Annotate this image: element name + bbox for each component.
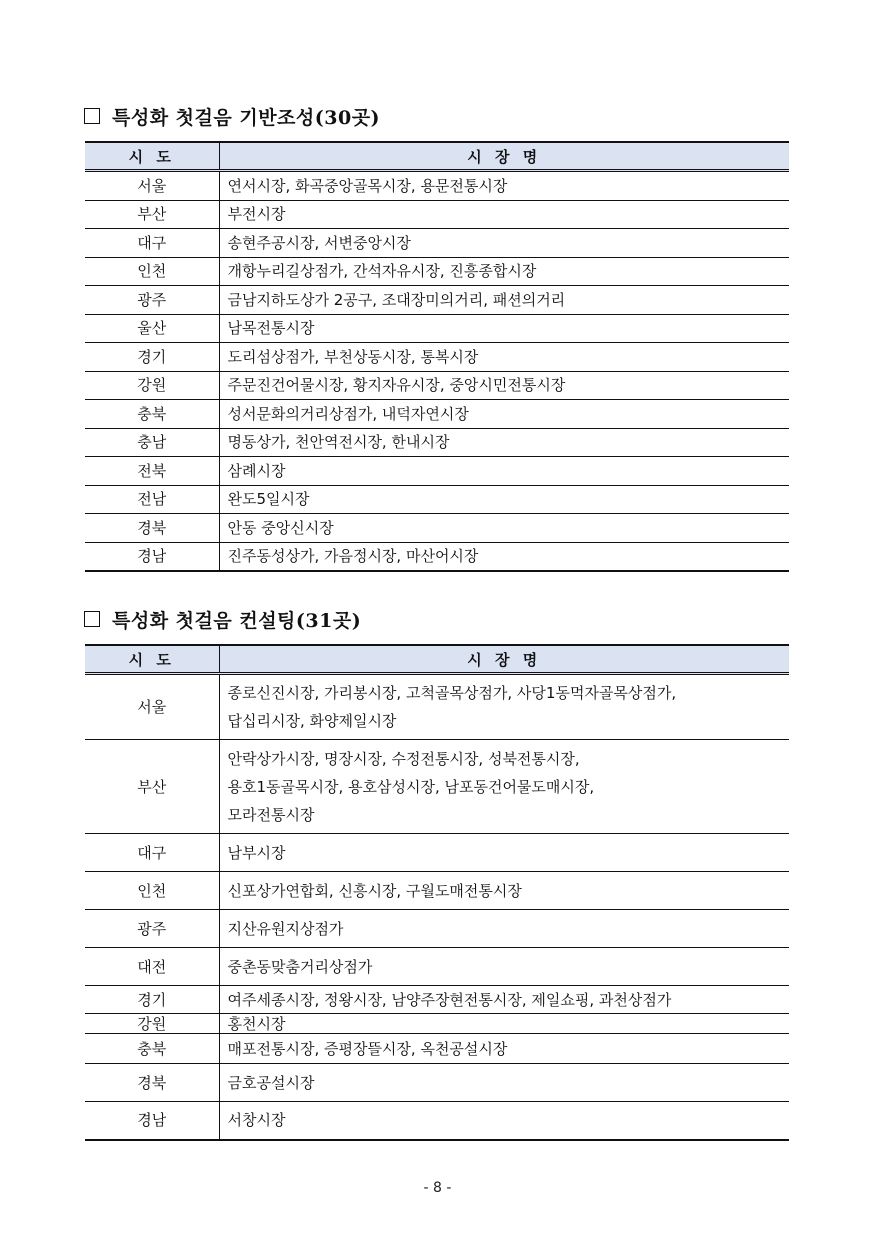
market-names-cell: 송현주공시장, 서변중앙시장 xyxy=(219,229,789,258)
section-1-title-text: 특성화 첫걸음 기반조성(30곳) xyxy=(112,106,381,129)
market-names-cell xyxy=(219,834,789,872)
table-row xyxy=(85,740,789,834)
section-1-table xyxy=(85,141,789,572)
market-names-cell xyxy=(219,1064,789,1102)
region-cell: 강원 xyxy=(85,1014,219,1034)
market-names-cell: 안동 중앙신시장 xyxy=(219,514,789,543)
section-2-title xyxy=(84,604,361,634)
region-cell: 충북 xyxy=(85,400,219,429)
table-row xyxy=(85,229,789,258)
section-2-table xyxy=(85,644,789,1141)
table-row xyxy=(85,872,789,910)
market-names-cell: 도리섬상점가, 부천상동시장, 통복시장 xyxy=(219,343,789,372)
market-names-cell: 진주동성상가, 가음정시장, 마산어시장 xyxy=(219,542,789,571)
market-names-line: 매포전통시장, 증평장뜰시장, 옥천공설시장 xyxy=(227,1039,508,1058)
market-names-cell xyxy=(219,1102,789,1140)
region-cell: 경북 xyxy=(85,514,219,543)
market-names-line: 여주세종시장, 정왕시장, 남양주장현전통시장, 제일쇼핑, 과천상점가 xyxy=(227,990,672,1009)
table-row xyxy=(85,428,789,457)
region-cell: 서울 xyxy=(85,171,219,201)
table-row xyxy=(85,457,789,486)
header-region: 시 도 xyxy=(85,645,219,674)
header-market-names: 시 장 명 xyxy=(219,142,789,171)
table-row xyxy=(85,910,789,948)
table-row xyxy=(85,200,789,229)
market-names-line: 서창시장 xyxy=(227,1111,286,1130)
market-names-cell xyxy=(219,674,789,740)
market-names-cell: 성서문화의거리상점가, 내덕자연시장 xyxy=(219,400,789,429)
region-cell: 전남 xyxy=(85,485,219,514)
market-names-cell: 부전시장 xyxy=(219,200,789,229)
table-row xyxy=(85,514,789,543)
table-header-row xyxy=(85,142,789,171)
header-market-names: 시 장 명 xyxy=(219,645,789,674)
table-row xyxy=(85,1102,789,1140)
table-row xyxy=(85,286,789,315)
region-cell: 대전 xyxy=(85,948,219,986)
market-names-line: 답십리시장, 화양제일시장 xyxy=(227,712,397,730)
table-row xyxy=(85,400,789,429)
region-cell: 충남 xyxy=(85,428,219,457)
region-cell: 대구 xyxy=(85,834,219,872)
region-cell: 경남 xyxy=(85,542,219,571)
market-names-cell xyxy=(219,1034,789,1064)
region-cell: 강원 xyxy=(85,371,219,400)
table-row xyxy=(85,257,789,286)
market-names-cell xyxy=(219,1014,789,1034)
table-header-row xyxy=(85,645,789,674)
table-row xyxy=(85,314,789,343)
market-names-cell xyxy=(219,740,789,834)
market-names-cell: 남목전통시장 xyxy=(219,314,789,343)
region-cell: 경기 xyxy=(85,986,219,1014)
table-row xyxy=(85,485,789,514)
market-names-cell: 명동상가, 천안역전시장, 한내시장 xyxy=(219,428,789,457)
market-names-line: 모라전통시장 xyxy=(227,805,315,824)
section-2-title-text: 특성화 첫걸음 컨설팅(31곳) xyxy=(112,609,362,632)
market-names-cell: 주문진건어물시장, 황지자유시장, 중앙시민전통시장 xyxy=(219,371,789,400)
page-number: - 8 - xyxy=(423,1180,452,1196)
region-cell: 대구 xyxy=(85,229,219,258)
checkbox-square-icon xyxy=(84,611,100,627)
market-names-line: 지산유원지상점가 xyxy=(227,919,344,938)
table-row xyxy=(85,371,789,400)
region-cell: 울산 xyxy=(85,314,219,343)
table-row xyxy=(85,1014,789,1034)
market-names-line: 남부시장 xyxy=(227,843,286,862)
region-cell: 충북 xyxy=(85,1034,219,1064)
market-names-cell: 금남지하도상가 2공구, 조대장미의거리, 패션의거리 xyxy=(219,286,789,315)
table-row xyxy=(85,674,789,740)
market-names-cell: 완도5일시장 xyxy=(219,485,789,514)
market-names-line: 홍천시장 xyxy=(227,1014,286,1033)
region-cell: 경기 xyxy=(85,343,219,372)
table-row xyxy=(85,1064,789,1102)
region-cell: 경북 xyxy=(85,1064,219,1102)
region-cell: 부산 xyxy=(85,740,219,834)
market-names-line: 안락상가시장, 명장시장, 수정전통시장, 성북전통시장, xyxy=(227,749,580,768)
market-names-line: 금호공설시장 xyxy=(227,1073,315,1092)
market-names-line: 중촌동맞춤거리상점가 xyxy=(227,957,373,976)
market-names-cell xyxy=(219,986,789,1014)
section-1-title xyxy=(84,101,380,131)
checkbox-square-icon xyxy=(84,108,100,124)
table-row xyxy=(85,343,789,372)
market-names-line: 신포상가연합회, 신흥시장, 구월도매전통시장 xyxy=(227,881,522,900)
market-names-line: 종로신진시장, 가리봉시장, 고척골목상점가, 사당1동먹자골목상점가, xyxy=(227,684,677,702)
market-names-cell xyxy=(219,910,789,948)
region-cell: 서울 xyxy=(85,674,219,740)
header-region: 시 도 xyxy=(85,142,219,171)
market-names-cell: 개항누리길상점가, 간석자유시장, 진흥종합시장 xyxy=(219,257,789,286)
region-cell: 광주 xyxy=(85,286,219,315)
region-cell: 인천 xyxy=(85,872,219,910)
market-names-cell xyxy=(219,948,789,986)
market-names-cell: 삼례시장 xyxy=(219,457,789,486)
region-cell: 경남 xyxy=(85,1102,219,1140)
table-row xyxy=(85,948,789,986)
region-cell: 광주 xyxy=(85,910,219,948)
market-names-cell xyxy=(219,872,789,910)
region-cell: 전북 xyxy=(85,457,219,486)
table-row xyxy=(85,171,789,201)
table-row xyxy=(85,1034,789,1064)
market-names-cell: 연서시장, 화곡중앙골목시장, 용문전통시장 xyxy=(219,171,789,201)
region-cell: 부산 xyxy=(85,200,219,229)
region-cell: 인천 xyxy=(85,257,219,286)
table-row xyxy=(85,834,789,872)
table-row xyxy=(85,542,789,571)
table-row xyxy=(85,986,789,1014)
market-names-line: 용호1동골목시장, 용호삼성시장, 남포동건어물도매시장, xyxy=(227,777,595,796)
